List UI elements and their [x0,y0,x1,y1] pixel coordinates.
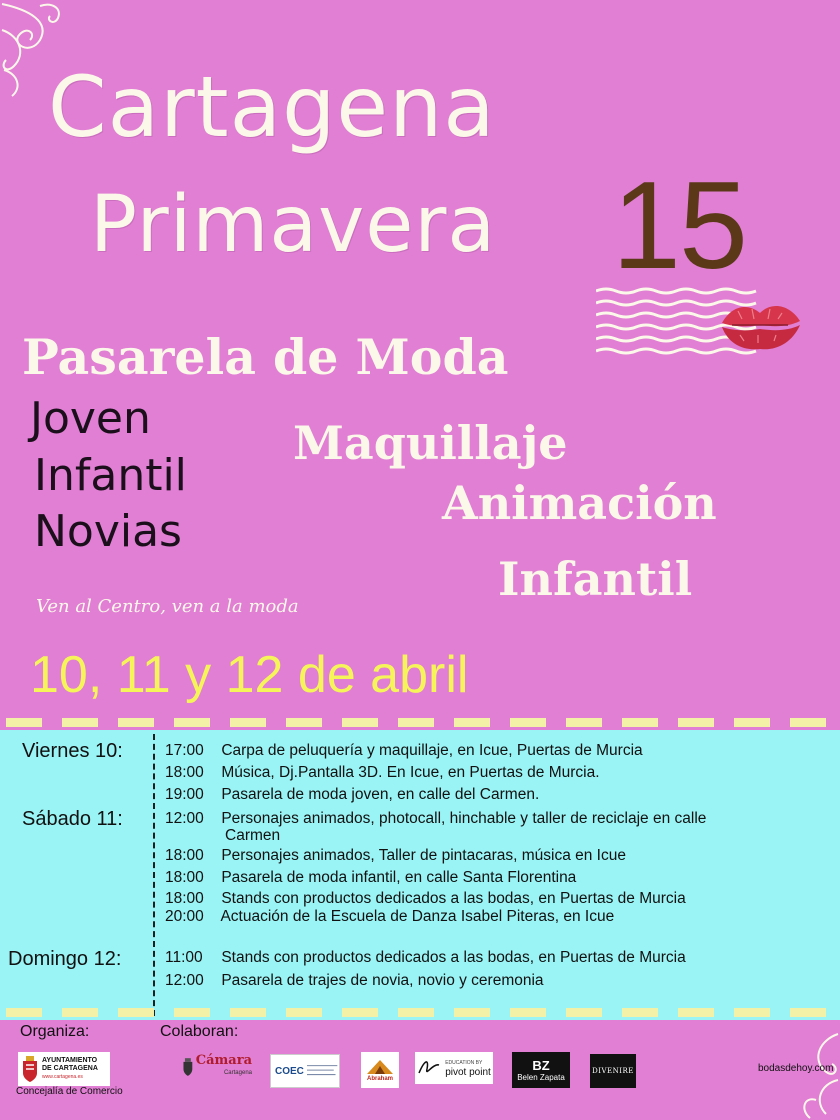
event-text: Música, Dj.Pantalla 3D. En Icue, en Puertas de Murcia. [221,764,600,781]
abraham-emblem-icon [365,1058,395,1076]
dash-segment [398,718,434,727]
schedule-event [165,949,686,966]
event-time: 11:00 [165,949,203,966]
belen-zapata-logo [512,1052,570,1088]
dash-segment [454,718,490,727]
event-time: 12:00 [165,972,204,989]
schedule-divider [153,734,155,1016]
day-label-sabado: Sábado 11: [22,808,123,830]
coat-of-arms-icon [182,1054,194,1080]
event-time: 18:00 [165,890,204,907]
category-novias: Novias [34,506,182,557]
dash-segment [118,718,154,727]
dash-segment [510,1008,546,1017]
event-text: Stands con productos dedicados a las bodas, en Puertas de Murcia [221,890,686,907]
dash-segment [230,1008,266,1017]
organizer-line-2: DE CARTAGENA [42,1065,98,1072]
schedule-event [165,869,576,886]
title-line-1: Cartagena [48,58,496,156]
dash-segment [286,718,322,727]
event-time: 18:00 [165,847,204,864]
edition-number: 15 [612,157,746,295]
dash-segment [454,1008,490,1017]
schedule-event [165,764,600,781]
schedule-event [165,908,614,925]
divenire-name: DIVENIRE [592,1067,634,1075]
event-time: 12:00 [165,810,204,827]
colaboran-label: Colaboran: [160,1023,239,1040]
event-text-continued: Carmen [225,827,281,844]
activity-maquillaje: Maquillaje [293,416,568,470]
subtitle: Pasarela de Moda [22,328,509,386]
ayuntamiento-logo [18,1052,110,1086]
dash-segment [566,718,602,727]
belen-mark: BZ [532,1057,550,1073]
dashed-border-top [0,718,840,728]
day-label-viernes: Viernes 10: [22,740,123,762]
event-text: Stands con productos dedicados a las bodas, en Puertas de Murcia [221,949,686,966]
organiza-label: Organiza: [20,1023,90,1040]
dash-segment [566,1008,602,1017]
camara-sub: Cartagena [223,1070,252,1076]
dash-segment [174,1008,210,1017]
dash-segment [286,1008,322,1017]
abraham-logo [361,1052,399,1088]
dash-segment [342,718,378,727]
organizer-line-1: AYUNTAMIENTO [42,1057,98,1064]
camara-name: Cámara [195,1053,252,1068]
dash-segment [678,1008,714,1017]
schedule-panel [0,730,840,1020]
category-infantil: Infantil [34,450,187,501]
dash-segment [678,718,714,727]
event-text: Personajes animados, Taller de pintacaras, música en Icue [221,847,626,864]
pivot-name: pivot point [445,1067,491,1078]
schedule-event [165,847,626,864]
event-text: Pasarela de moda joven, en calle del Carmen. [221,786,540,803]
event-text: Personajes animados, photocall, hinchable y taller de reciclaje en calle [221,810,707,827]
dashed-border-bottom [0,1008,840,1018]
pivot-point-logo [415,1052,493,1084]
dash-segment [622,718,658,727]
concejalia-label: Concejalía de Comercio [16,1086,123,1097]
coat-of-arms-icon [21,1055,39,1083]
coec-text-lines-icon [307,1061,339,1081]
dash-segment [6,1008,42,1017]
pivot-top: EDUCATION BY [445,1060,483,1066]
event-text: Actuación de la Escuela de Danza Isabel Piteras, en Icue [220,908,615,925]
coec-name: COEC [275,1065,304,1077]
dash-segment [790,1008,826,1017]
lips-kiss-icon [718,297,804,355]
event-time: 19:00 [165,786,204,803]
event-dates: 10, 11 y 12 de abril [30,646,469,704]
activity-animacion: Animación [442,476,717,530]
website-label: bodasdehoy.com [758,1063,834,1074]
activity-infantil: Infantil [498,552,693,606]
organizer-line-3: www.cartagena.es [42,1074,83,1080]
dash-segment [342,1008,378,1017]
dash-segment [62,1008,98,1017]
event-time: 18:00 [165,764,204,781]
event-text: Pasarela de moda infantil, en calle Santa Florentina [221,869,577,886]
dash-segment [62,718,98,727]
event-time: 20:00 [165,908,204,925]
coec-logo [270,1054,340,1088]
schedule-event [165,786,539,803]
belen-name: Belen Zapata [517,1072,565,1082]
dash-segment [230,718,266,727]
event-time: 17:00 [165,742,204,759]
schedule-event [165,742,643,759]
slogan: Ven al Centro, ven a la moda [36,596,299,617]
day-label-domingo: Domingo 12: [8,948,122,970]
dash-segment [6,718,42,727]
dash-segment [510,718,546,727]
dash-segment [398,1008,434,1017]
dash-segment [174,718,210,727]
schedule-event [165,890,686,907]
dash-segment [734,718,770,727]
dash-segment [790,718,826,727]
schedule-event [165,810,706,844]
divenire-logo [590,1054,636,1088]
camara-logo [182,1050,252,1084]
dash-segment [118,1008,154,1017]
dash-segment [734,1008,770,1017]
signature-icon [417,1055,443,1081]
dash-segment [622,1008,658,1017]
title-line-2: Primavera [90,180,497,270]
category-joven: Joven [30,393,151,444]
event-text: Carpa de peluquería y maquillaje, en Icue, Puertas de Murcia [221,742,643,759]
event-text: Pasarela de trajes de novia, novio y ceremonia [221,972,544,989]
schedule-event [165,972,544,989]
event-time: 18:00 [165,869,204,886]
ornament-flourish-icon [790,1030,840,1120]
abraham-name: Abraham [366,1076,393,1082]
